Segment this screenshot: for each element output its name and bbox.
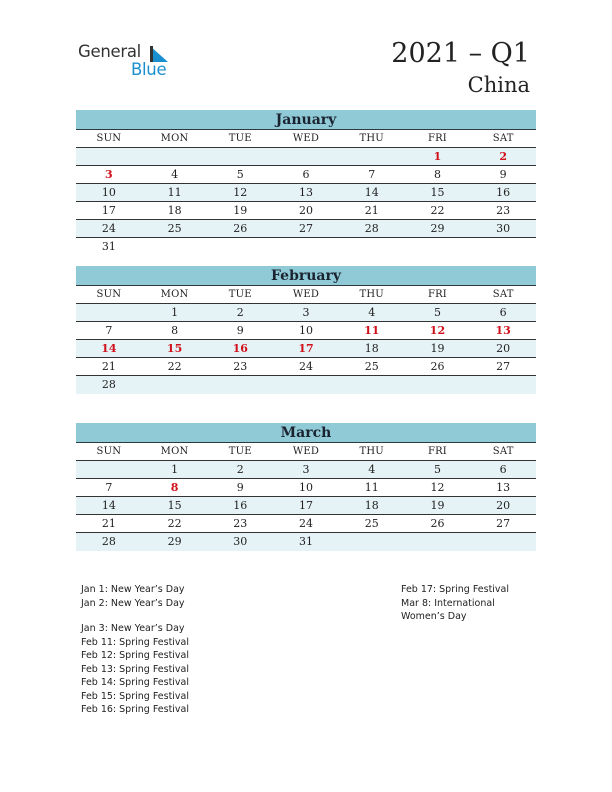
weekday-label: WED [292,446,320,457]
date-cell: 25 [364,517,379,530]
empty-date-cell [76,148,142,165]
holiday-date-cell: 17 [298,342,314,355]
weekday-header-row [76,443,536,461]
date-cell: 28 [364,222,379,235]
empty-date-cell [273,376,339,394]
weekday-label: THU [359,446,384,457]
empty-date-cell [339,238,405,256]
holiday-item: Feb 12: Spring Festival [81,650,190,661]
date-cell: 7 [368,168,376,181]
weekday-header-row [76,130,536,148]
empty-date-cell [273,148,339,165]
weekday-label: SUN [96,446,122,457]
date-cell: 17 [101,204,116,217]
empty-date-cell [339,148,405,165]
week-row [76,497,536,515]
date-cell: 21 [101,360,116,373]
weekday-label: MON [160,133,189,144]
date-cell: 5 [433,306,441,319]
week-row [76,533,536,551]
date-cell: 1 [171,463,179,476]
date-cell: 24 [299,517,314,530]
week-row [76,461,536,479]
week-row [76,340,536,358]
month-calendar-january [76,110,536,256]
empty-date-cell [273,238,339,256]
month-calendar-march [76,423,536,551]
holiday-item: Mar 8: International [401,597,495,609]
holiday-item: Feb 16: Spring Festival [81,704,190,715]
date-cell: 15 [167,499,182,512]
date-cell: 11 [364,481,379,494]
page-title: 2021 – Q1 [391,38,530,69]
date-cell: 14 [101,499,116,512]
empty-date-cell [207,238,273,256]
weekday-label: WED [292,133,320,144]
date-cell: 8 [171,324,179,337]
holiday-list-left [81,583,189,717]
empty-date-cell [405,376,471,394]
date-cell: 18 [364,499,379,512]
month-title: March [76,423,536,443]
brand-name-blue: Blue [131,60,167,79]
empty-date-cell [470,238,536,256]
weekday-label: MON [160,446,189,457]
week-row [76,148,536,166]
weekday-label: MON [160,289,189,300]
date-cell: 19 [233,204,248,217]
week-row [76,184,536,202]
date-cell: 6 [302,168,310,181]
date-cell: 15 [430,186,445,199]
date-cell: 28 [101,378,116,391]
weekday-label: SAT [492,446,514,457]
date-cell: 6 [499,463,507,476]
empty-date-cell [142,148,208,165]
empty-date-cell [76,304,142,321]
date-cell: 31 [101,240,116,253]
date-cell: 30 [233,535,248,548]
weekday-label: TUE [228,289,252,300]
week-row [76,238,536,256]
holiday-date-cell: 8 [170,481,179,494]
weekday-label: SUN [96,133,122,144]
holiday-item: Feb 15: Spring Festival [81,690,190,702]
week-row [76,322,536,340]
date-cell: 23 [233,517,248,530]
weekday-label: FRI [427,446,447,457]
country-subtitle: China [467,73,530,97]
holiday-gap [81,610,189,622]
date-cell: 23 [496,204,511,217]
week-row [76,358,536,376]
empty-date-cell [207,376,273,394]
date-cell: 25 [364,360,379,373]
date-cell: 21 [364,204,379,217]
week-row [76,166,536,184]
date-cell: 26 [430,360,445,373]
date-cell: 22 [167,360,182,373]
brand-name-general: General [78,42,141,61]
date-cell: 19 [430,342,445,355]
date-cell: 8 [433,168,441,181]
date-cell: 2 [236,306,244,319]
date-cell: 11 [167,186,182,199]
holiday-item: Feb 13: Spring Festival [81,663,190,675]
holiday-date-cell: 13 [495,324,511,337]
date-cell: 5 [236,168,244,181]
date-cell: 18 [364,342,379,355]
empty-date-cell [405,238,471,256]
date-cell: 9 [236,324,244,337]
date-cell: 9 [236,481,244,494]
weekday-label: FRI [427,289,447,300]
date-cell: 31 [299,535,314,548]
holiday-item: Women’s Day [401,611,467,622]
date-cell: 13 [496,481,511,494]
week-row [76,376,536,394]
date-cell: 17 [299,499,314,512]
date-cell: 4 [171,168,179,181]
month-calendar-february [76,266,536,394]
date-cell: 26 [233,222,248,235]
empty-date-cell [142,376,208,394]
date-cell: 16 [496,186,511,199]
date-cell: 3 [302,463,310,476]
weekday-label: TUE [228,446,252,457]
weekday-header-row [76,286,536,304]
holiday-item: Jan 3: New Year’s Day [81,623,185,634]
holiday-date-cell: 11 [364,324,380,337]
date-cell: 28 [101,535,116,548]
date-cell: 30 [496,222,511,235]
week-row [76,202,536,220]
holiday-date-cell: 15 [166,342,183,355]
holiday-date-cell: 14 [101,342,117,355]
date-cell: 29 [430,222,445,235]
empty-date-cell [339,533,405,551]
weekday-label: THU [359,289,384,300]
date-cell: 4 [368,306,376,319]
date-cell: 23 [233,360,248,373]
date-cell: 3 [302,306,310,319]
holiday-list-right [401,583,509,624]
weekday-label: WED [292,289,320,300]
holiday-item: Jan 2: New Year’s Day [81,597,185,609]
weekday-label: FRI [427,133,447,144]
holiday-date-cell: 12 [429,324,446,337]
date-cell: 1 [171,306,179,319]
date-cell: 27 [496,360,511,373]
date-cell: 12 [430,481,445,494]
date-cell: 5 [433,463,441,476]
week-row [76,515,536,533]
date-cell: 13 [299,186,314,199]
date-cell: 10 [101,186,116,199]
date-cell: 29 [167,535,182,548]
empty-date-cell [470,376,536,394]
date-cell: 20 [496,342,511,355]
empty-date-cell [470,533,536,551]
date-cell: 10 [299,481,314,494]
date-cell: 7 [105,481,113,494]
holiday-date-cell: 3 [105,168,113,181]
empty-date-cell [405,533,471,551]
week-row [76,304,536,322]
date-cell: 2 [236,463,244,476]
date-cell: 24 [299,360,314,373]
date-cell: 9 [499,168,507,181]
weekday-label: SUN [96,289,122,300]
date-cell: 20 [299,204,314,217]
empty-date-cell [76,461,142,478]
date-cell: 22 [167,517,182,530]
date-cell: 7 [105,324,113,337]
date-cell: 27 [496,517,511,530]
month-title: January [76,110,536,130]
date-cell: 18 [167,204,182,217]
week-row [76,220,536,238]
date-cell: 10 [299,324,314,337]
date-cell: 26 [430,517,445,530]
date-cell: 24 [101,222,116,235]
holiday-item: Jan 1: New Year’s Day [81,584,185,595]
date-cell: 14 [364,186,379,199]
week-row [76,479,536,497]
date-cell: 16 [233,499,248,512]
weekday-label: THU [359,133,384,144]
date-cell: 12 [233,186,248,199]
date-cell: 20 [496,499,511,512]
weekday-label: SAT [492,289,514,300]
empty-date-cell [142,238,208,256]
holiday-date-cell: 1 [433,150,442,163]
holiday-item: Feb 11: Spring Festival [81,636,190,648]
empty-date-cell [207,148,273,165]
holiday-item: Feb 17: Spring Festival [401,584,510,595]
holiday-date-cell: 2 [499,150,507,163]
weekday-label: TUE [228,133,252,144]
date-cell: 19 [430,499,445,512]
date-cell: 22 [430,204,445,217]
date-cell: 6 [499,306,507,319]
empty-date-cell [339,376,405,394]
date-cell: 25 [167,222,182,235]
holiday-item: Feb 14: Spring Festival [81,677,190,688]
date-cell: 4 [368,463,376,476]
weekday-label: SAT [492,133,514,144]
brand-logo [78,42,188,82]
month-title: February [76,266,536,286]
date-cell: 21 [101,517,116,530]
date-cell: 27 [299,222,314,235]
holiday-date-cell: 16 [232,342,248,355]
